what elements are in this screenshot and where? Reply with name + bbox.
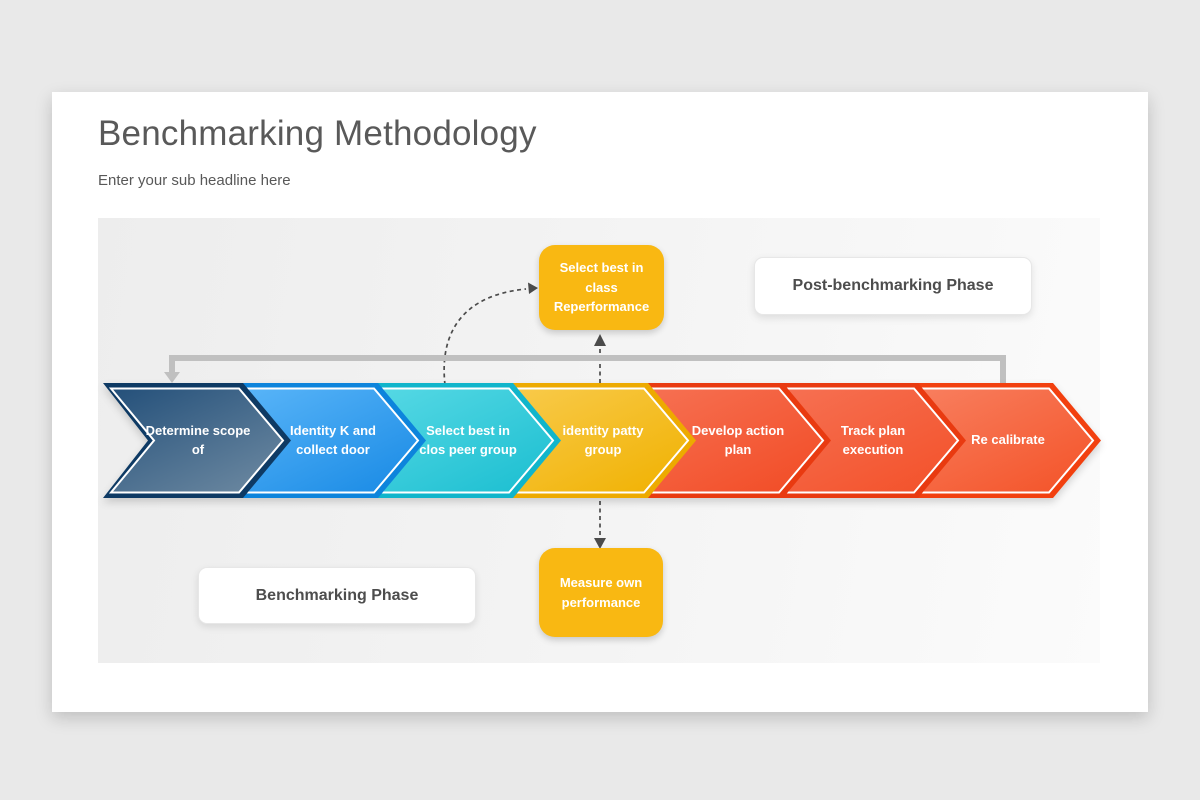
- page-title: Benchmarking Methodology: [98, 114, 537, 153]
- process-step-label-7: Re calibrate: [971, 432, 1045, 448]
- bottom-callout-box: [539, 548, 663, 637]
- process-step-label-1: Determine scope of: [145, 422, 251, 457]
- top-callout-label: Select best in class Reperformance: [553, 260, 650, 315]
- diagram-panel: [98, 218, 1100, 663]
- process-step-label-3: Select best in clos peer group: [419, 422, 517, 457]
- slide-card: [52, 92, 1148, 712]
- top-callout-box: [539, 245, 664, 330]
- process-step-label-6: Track plan execution: [840, 422, 906, 457]
- loop-arrow-down-icon: [164, 372, 180, 383]
- benchmarking-phase-box: [198, 567, 476, 624]
- post-benchmarking-phase-box: [754, 257, 1032, 315]
- arrow-right-icon: [528, 283, 538, 295]
- page-subtitle: Enter your sub headline here: [98, 172, 291, 189]
- curved-dashed-connector: [444, 289, 526, 385]
- bottom-callout-label: Measure own performance: [559, 575, 643, 610]
- process-step-label-2: Identity K and collect door: [290, 422, 376, 457]
- post-phase-label: Post-benchmarking Phase: [792, 277, 994, 294]
- process-step-label-5: Develop action plan: [691, 422, 785, 457]
- pre-phase-label: Benchmarking Phase: [255, 586, 419, 604]
- feedback-loop-line: [172, 358, 1003, 384]
- arrow-up-icon: [594, 334, 606, 346]
- process-step-label-4: identity patty group: [562, 422, 644, 457]
